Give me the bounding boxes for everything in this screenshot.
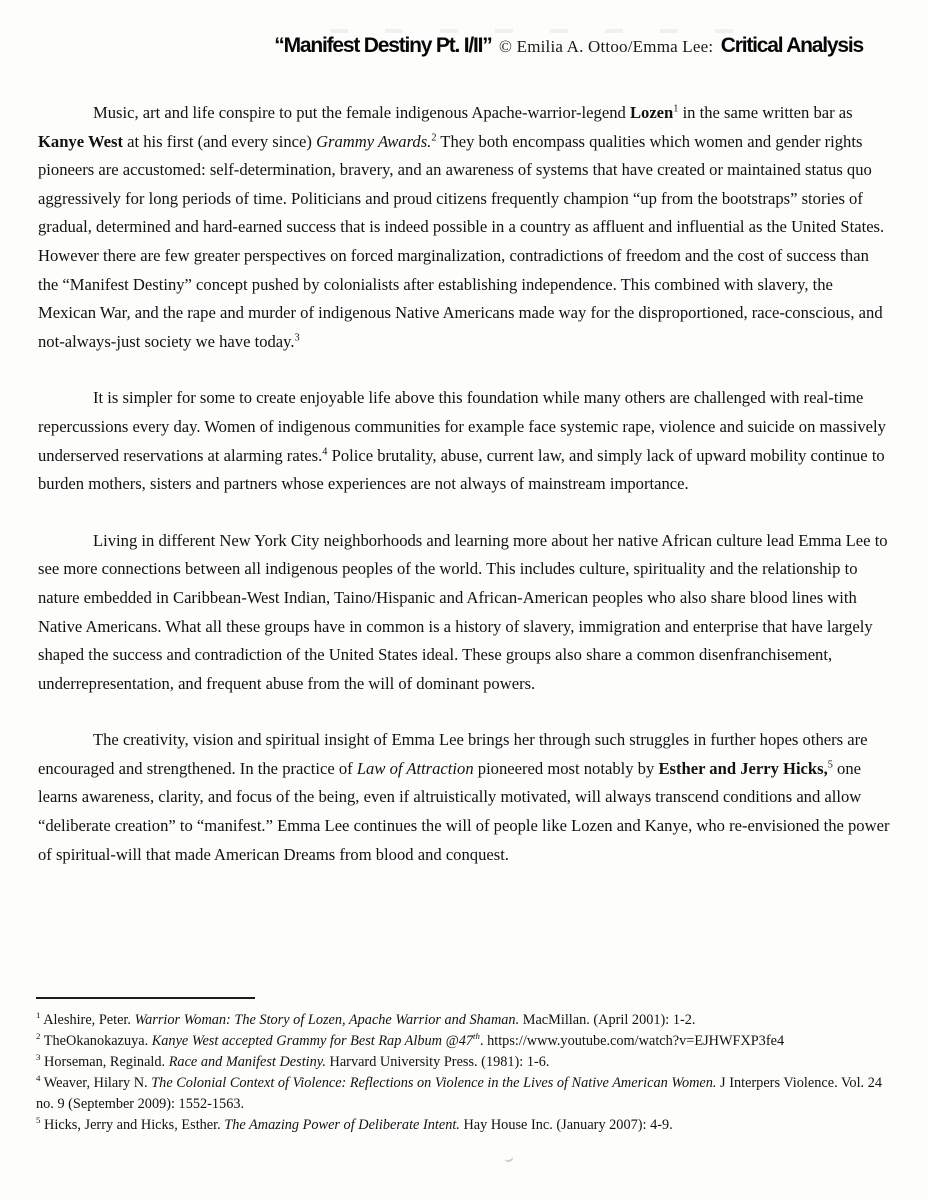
- text-run: The Colonial Context of Violence: Reflections on Violence in the Lives of Native American Women.: [151, 1075, 717, 1091]
- text-run: . https://www.youtube.com/watch?v=EJHWFXP3fe4: [479, 1033, 785, 1049]
- text-run: It is simpler for some to create enjoyable life above this foundation while many others are challenged with real-time repercussions every day. Women of indigenous communities for example face systemic rape, violence and suicide on massively underserved reservations at alarming rates.: [38, 388, 886, 465]
- paragraph: [38, 99, 890, 356]
- footnote-ref: 4: [322, 446, 328, 457]
- text-run: Music, art and life conspire to put the female indigenous Apache-warrior-legend: [93, 103, 630, 122]
- footnote-separator: [36, 997, 255, 999]
- text-run: They both encompass qualities which women and gender rights pioneers are accustomed: self-determination, bravery, and an awareness of systems that have created or maintained status quo aggressively for long periods of time. Politicians and proud citizens frequently champion “up from the bootstraps” stories of gradual, determined and hard-earned success that is indeed possible in a country as affluent and influential as the United States. However there are few greater perspectives on forced marginalization, contradictions of freedom and the cost of success than the “Manifest Destiny” concept pushed by colonialists after establishing independence. This combined with slavery, the Mexican War, and the rape and murder of indigenous Native Americans made way for the disproportioned, race-conscious, and not-always-just society we have today.: [38, 131, 885, 351]
- text-run: one learns awareness, clarity, and focus of the being, even if altruistically motivated, will always transcend conditions and allow “deliberate creation” to “manifest.” Emma Lee continues the will of people like Lozen and Kanye, who re-envisioned the power of spiritual-will that made American Dreams from blood and conquest.: [38, 758, 890, 864]
- scan-artifact-bottom: [503, 1152, 514, 1163]
- text-run: Hay House Inc. (January 2007): 4-9.: [459, 1117, 673, 1133]
- footnote-ref: 5: [827, 759, 833, 771]
- text-run: Grammy Awards.: [316, 131, 432, 151]
- paragraph: [38, 384, 890, 498]
- document-subtitle: Critical Analysis: [720, 34, 863, 57]
- scan-artifact-top: [330, 29, 750, 33]
- footnote: [36, 1010, 892, 1031]
- text-run: The creativity, vision and spiritual insight of Emma Lee brings her through such struggles in further hopes others are encouraged and strengthened. In the practice of: [38, 730, 868, 778]
- text-run: J Interpers Violence. Vol. 24 no. 9 (September 2009): 1552-1563.: [36, 1075, 883, 1112]
- document-title: “Manifest Destiny Pt. I/II”: [274, 34, 492, 57]
- footnote-ref: 1: [673, 103, 679, 115]
- text-run: Kanye West: [38, 131, 123, 151]
- footnote: [36, 1052, 892, 1073]
- footnotes-section: [36, 997, 892, 1136]
- footnote: [36, 1031, 892, 1052]
- text-run: Hicks, Jerry and Hicks, Esther.: [44, 1117, 225, 1133]
- text-run: Warrior Woman: The Story of Lozen, Apache Warrior and Shaman.: [134, 1012, 520, 1028]
- text-run: Kanye West accepted Grammy for Best Rap Album @47: [151, 1033, 474, 1049]
- footnote-ref: th: [473, 1031, 480, 1042]
- essay-body: [38, 99, 890, 897]
- text-run: Aleshire, Peter.: [43, 1012, 135, 1028]
- text-run: TheOkanokazuya.: [43, 1033, 152, 1049]
- footnote-number: 5: [36, 1115, 41, 1126]
- footnote-ref: 3: [294, 332, 300, 344]
- text-run: at his first (and every since): [122, 131, 317, 151]
- text-run: Lozen: [629, 103, 674, 122]
- text-run: Horseman, Reginald.: [44, 1054, 169, 1070]
- text-run: pioneered most notably by: [473, 758, 659, 778]
- footnote-ref: 2: [431, 132, 437, 144]
- text-run: Living in different New York City neighborhoods and learning more about her native African culture lead Emma Lee to see more connections between all indigenous peoples of the world. This includes culture, spirituality and the relationship to nature embedded in Caribbean-West Indian, Taino/Hispanic and African-American peoples who also share blood lines with Native Americans. What all these groups have in common is a history of slavery, immigration and enterprise that have largely shaped the success and contradiction of the United States ideal. These groups also share a common disenfranchisement, underrepresentation, and frequent abuse from the will of dominant powers.: [38, 530, 888, 693]
- footnote-number: 1: [36, 1010, 41, 1021]
- footnote: [36, 1115, 892, 1136]
- footnote-number: 2: [36, 1031, 41, 1042]
- text-run: Police brutality, abuse, current law, and simply lack of upward mobility continue to burden mothers, sisters and partners whose experiences are not always of mainstream importance.: [38, 445, 885, 494]
- document-header: [0, 34, 863, 58]
- footnote-number: 3: [36, 1052, 41, 1063]
- text-run: Esther and Jerry Hicks,: [658, 758, 828, 778]
- text-run: Weaver, Hilary N.: [43, 1075, 152, 1091]
- text-run: MacMillan. (April 2001): 1-2.: [519, 1012, 696, 1028]
- paragraph: [38, 726, 890, 869]
- footnote: [36, 1073, 892, 1115]
- footnote-number: 4: [36, 1073, 41, 1084]
- text-run: Harvard University Press. (1981): 1-6.: [325, 1054, 550, 1070]
- document-byline: © Emilia A. Ottoo/Emma Lee:: [494, 37, 718, 56]
- text-run: Race and Manifest Destiny.: [168, 1054, 326, 1070]
- text-run: The Amazing Power of Deliberate Intent.: [224, 1117, 460, 1133]
- footnote-list: [36, 1010, 892, 1136]
- text-run: Law of Attraction: [356, 758, 474, 778]
- paragraph: [38, 527, 890, 699]
- text-run: in the same written bar as: [678, 103, 853, 122]
